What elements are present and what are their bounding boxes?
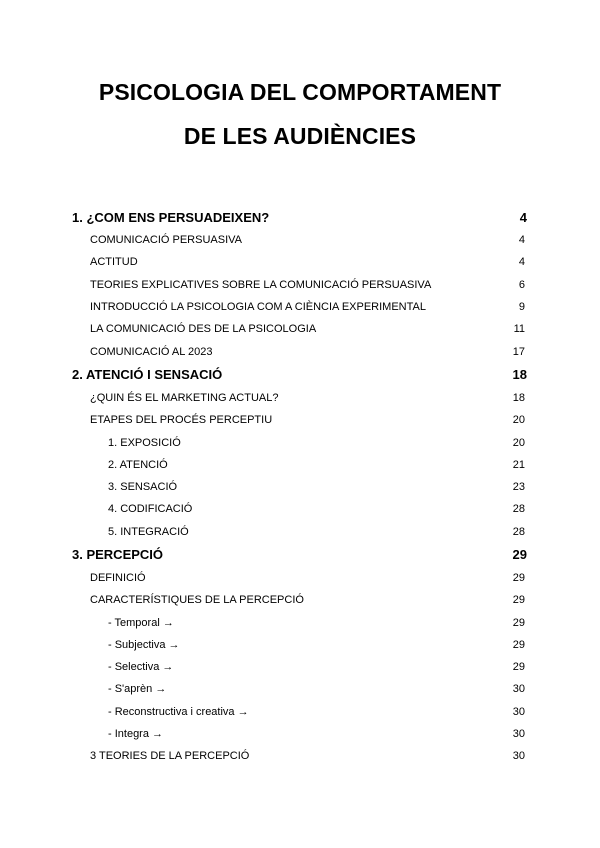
toc-entry-label: 3. PERCEPCIÓ — [72, 547, 164, 563]
toc-entry[interactable] — [72, 409, 527, 431]
toc-entry-page-number: 18 — [512, 391, 525, 404]
toc-entry-label: CARACTERÍSTIQUES DE LA PERCEPCIÓ — [90, 594, 304, 607]
toc-entry-label: ACTITUD — [90, 256, 138, 269]
toc-entry-label: LA COMUNICACIÓ DES DE LA PSICOLOGIA — [90, 323, 317, 336]
toc-entry[interactable] — [72, 723, 527, 745]
toc-entry-page-number: 29 — [512, 638, 525, 651]
toc-entry-label: - S'aprèn → — [108, 683, 167, 696]
toc-entry-label: - Temporal → — [108, 616, 174, 629]
toc-entry-label: - Subjectiva → — [108, 638, 180, 651]
toc-section-entry[interactable] — [72, 363, 527, 387]
toc-entry-page-number: 4 — [519, 209, 527, 225]
toc-entry-label: 3. SENSACIÓ — [108, 481, 178, 494]
toc-entry-label: INTRODUCCIÓ LA PSICOLOGIA COM A CIÈNCIA EXPERIMENTAL — [90, 301, 426, 314]
toc-entry[interactable] — [72, 387, 527, 409]
toc-entry-label: TEORIES EXPLICATIVES SOBRE LA COMUNICACIÓ PERSUASIVA — [90, 278, 432, 291]
toc-entry[interactable] — [72, 589, 527, 611]
toc-entry-label: ¿QUIN ÉS EL MARKETING ACTUAL? — [90, 391, 279, 404]
toc-entry-page-number: 29 — [512, 616, 525, 629]
toc-entry-label: 2. ATENCIÓ — [108, 458, 168, 471]
toc-entry[interactable] — [72, 476, 527, 498]
toc-entry-page-number: 29 — [512, 661, 525, 674]
toc-section-entry[interactable] — [72, 205, 527, 229]
toc-entry-label: 4. CODIFICACIÓ — [108, 503, 193, 516]
toc-entry[interactable] — [72, 340, 527, 362]
toc-entry-page-number: 28 — [512, 525, 525, 538]
toc-entry-page-number: 23 — [512, 481, 525, 494]
toc-entry-label: DEFINICIÓ — [90, 572, 146, 584]
toc-entry[interactable] — [72, 567, 527, 589]
toc-entry[interactable] — [72, 296, 527, 318]
toc-entry-page-number: 20 — [512, 414, 525, 427]
toc-entry[interactable] — [72, 229, 527, 251]
toc-entry-page-number: 4 — [518, 256, 525, 269]
toc-entry-label: - Selectiva → — [108, 661, 174, 674]
toc-entry[interactable] — [72, 498, 527, 520]
toc-entry-page-number: 30 — [512, 728, 525, 741]
toc-entry-label: - Integra → — [108, 728, 164, 741]
title-line-1: PSICOLOGIA DEL COMPORTAMENT — [98, 79, 502, 105]
toc-section-entry[interactable] — [72, 543, 527, 567]
toc-entry[interactable] — [72, 521, 527, 543]
toc-entry-label: 1. EXPOSICIÓ — [108, 436, 181, 449]
toc-entry-label: ETAPES DEL PROCÉS PERCEPTIU — [90, 414, 273, 427]
toc-entry-page-number: 21 — [512, 458, 525, 471]
toc-entry-label: - Reconstructiva i creativa → — [108, 705, 249, 718]
toc-entry-page-number: 30 — [512, 683, 525, 696]
toc-entry[interactable] — [72, 656, 527, 678]
toc-entry[interactable] — [72, 251, 527, 273]
toc-entry-label: COMUNICACIÓ AL 2023 — [90, 345, 213, 358]
toc-entry-page-number: 18 — [512, 367, 527, 383]
toc-entry-page-number: 9 — [518, 301, 525, 314]
document-title — [0, 70, 600, 158]
toc-entry-page-number: 30 — [512, 705, 525, 718]
toc-entry-page-number: 20 — [512, 436, 525, 449]
toc-entry-label: 1. ¿COM ENS PERSUADEIXEN? — [72, 209, 270, 225]
toc-entry-page-number: 29 — [512, 594, 525, 607]
toc-entry[interactable] — [72, 701, 527, 723]
toc-entry-page-number: 29 — [512, 547, 527, 563]
toc-entry[interactable] — [72, 634, 527, 656]
toc-entry-label: COMUNICACIÓ PERSUASIVA — [90, 234, 242, 247]
toc-entry-page-number: 17 — [512, 345, 525, 358]
toc-entry-page-number: 11 — [513, 323, 525, 336]
toc-entry[interactable] — [72, 745, 527, 767]
toc-entry-page-number: 4 — [518, 234, 525, 247]
toc-entry[interactable] — [72, 678, 527, 700]
toc-entry-page-number: 29 — [512, 572, 525, 584]
title-line-2: DE LES AUDIÈNCIES — [183, 123, 417, 149]
toc-entry[interactable] — [72, 318, 527, 340]
toc-entry-page-number: 6 — [518, 278, 525, 291]
toc-entry-label: 3 TEORIES DE LA PERCEPCIÓ — [90, 750, 250, 763]
toc-entry-page-number: 30 — [512, 750, 525, 763]
toc-entry-page-number: 28 — [512, 503, 525, 516]
table-of-contents — [72, 205, 527, 768]
toc-entry[interactable] — [72, 454, 527, 476]
toc-entry-label: 5. INTEGRACIÓ — [108, 525, 189, 538]
toc-entry[interactable] — [72, 431, 527, 453]
toc-entry-label: 2. ATENCIÓ I SENSACIÓ — [72, 367, 223, 383]
toc-entry[interactable] — [72, 274, 527, 296]
toc-entry[interactable] — [72, 611, 527, 633]
